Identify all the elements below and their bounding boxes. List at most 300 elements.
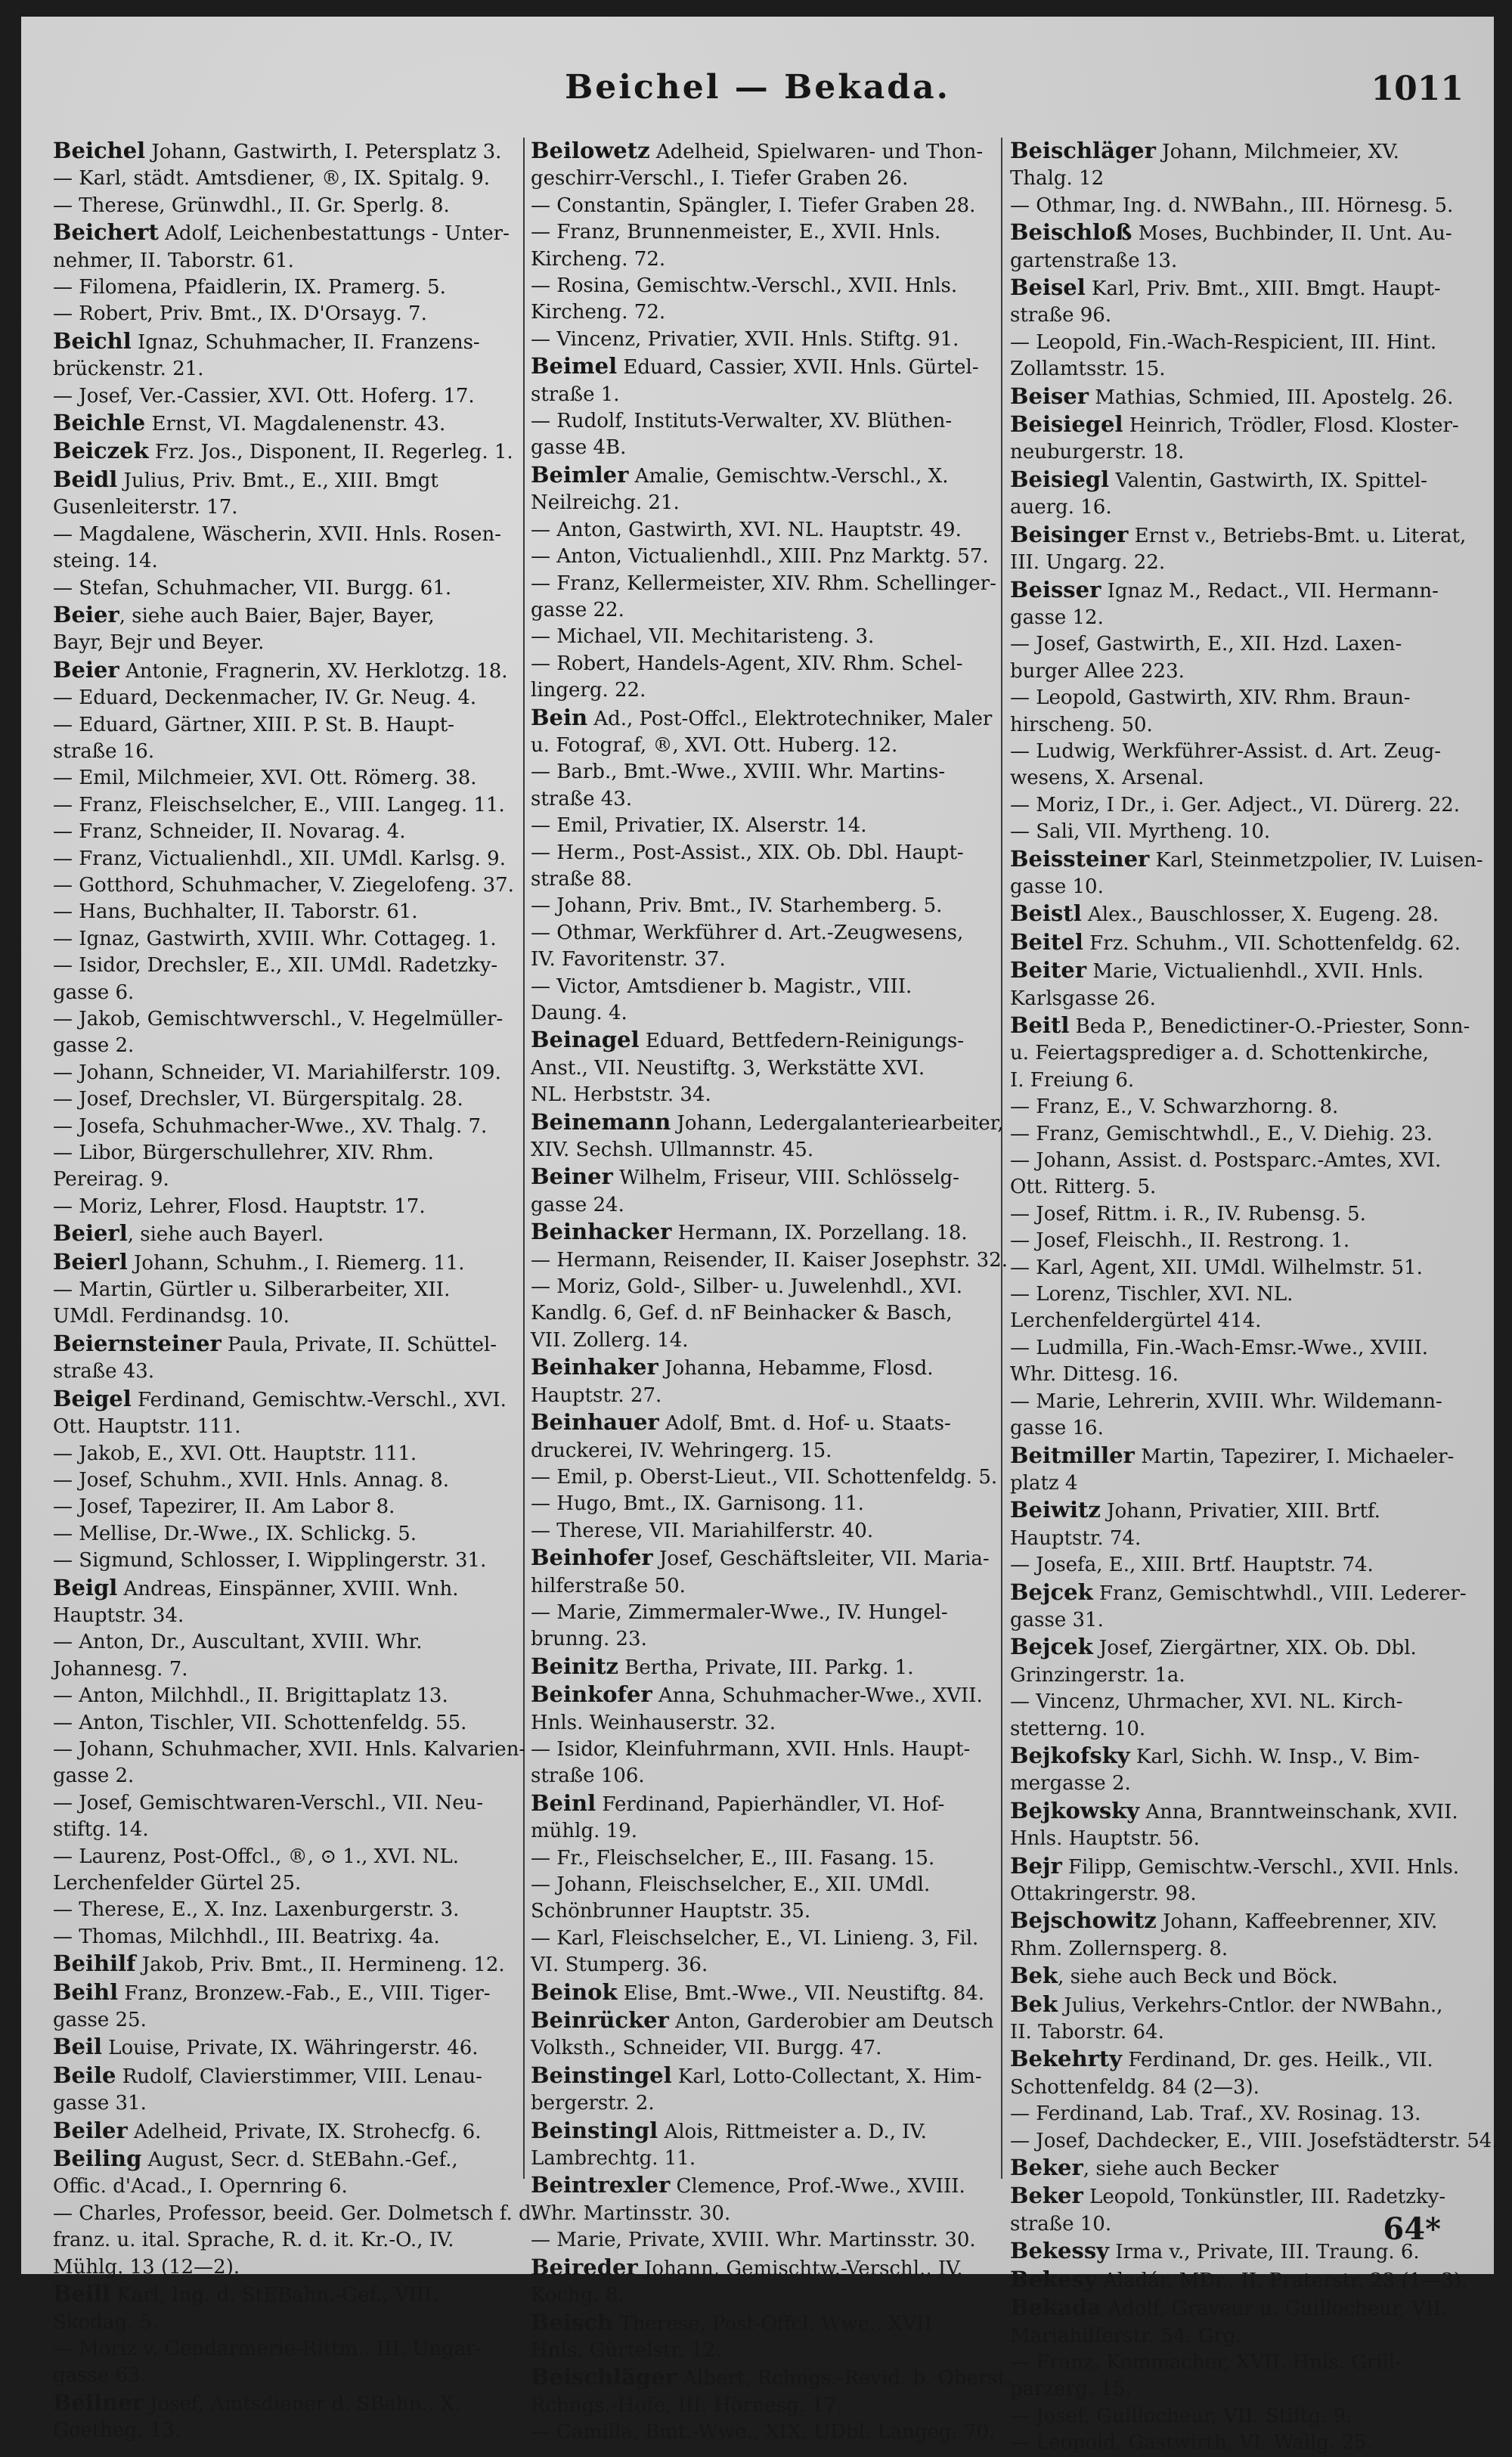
directory-entry-head: Beintrexler Clemence, Prof.-Wwe., XVIII. [531,2172,965,2198]
directory-entry-head: Beilowetz Adelheid, Spielwaren- und Thon- [531,138,984,163]
directory-entry-line: — Johann, Schneider, VI. Mariahilferstr. 109. [53,1061,501,1084]
directory-entry-line: — Leopold, Gastwirth, XIV. Rhm. Braun- [1010,686,1411,710]
directory-entry-line: — Sali, VII. Myrtheng. 10. [1010,820,1271,844]
entry-surname: Beisch [531,2309,614,2335]
directory-entry-head: Beinemann Johann, Ledergalanteriearbeiter, [531,1108,1004,1135]
directory-entry-line: lingerg. 22. [531,679,646,702]
directory-entry-line: — Hermann, Reisender, II. Kaiser Josephstr. 32. [531,1248,1008,1272]
directory-entry-line: II. Taborstr. 64. [1010,2021,1164,2044]
directory-entry-line: Hnls. Hauptstr. 56. [1010,1827,1200,1851]
directory-entry-line: — Ferdinand, Lab. Traf., XV. Rosinag. 13. [1010,2102,1421,2126]
entry-surname: Beischloß [1010,219,1132,246]
entry-surname: Beiczek [53,438,149,464]
directory-entry-line: Bayr, Bejr und Beyer. [53,631,265,655]
directory-entry-line: VII. Zollerg. 14. [531,1328,689,1352]
entry-surname: Beidl [53,466,118,492]
directory-entry-line: — Eduard, Deckenmacher, IV. Gr. Neug. 4. [53,686,477,710]
directory-entry-line: — Franz, Gemischtwhdl., E., V. Diehig. 23. [1010,1122,1433,1145]
entry-surname: Bejschowitz [1010,1907,1157,1934]
entry-surname: Beigl [53,1574,118,1600]
directory-page [21,17,1498,2455]
directory-entry-line: u. Feiertagsprediger a. d. Schottenkirche, [1010,1042,1429,1065]
directory-entry-line: — Johann, Priv. Bmt., IV. Starhemberg. 5. [531,894,943,918]
entry-surname: Beistl [1010,900,1082,927]
directory-entry-head: Bejr Filipp, Gemischtw.-Verschl., XVII. Hnls. [1010,1852,1460,1879]
directory-entry-line: — Gotthord, Schuhmacher, V. Ziegelofeng. 37. [53,873,514,897]
entry-surname: Beischläger [531,2364,677,2390]
entry-surname: Beimel [531,353,618,380]
directory-entry-line: — Mellise, Dr.-Wwe., IX. Schlickg. 5. [53,1522,417,1545]
directory-entry-line: auerg. 16. [1010,496,1112,519]
directory-entry-line: — Therese, E., X. Inz. Laxenburgerstr. 3. [53,1898,460,1922]
directory-entry-head: Beinhacker Hermann, IX. Porzellang. 18. [531,1219,968,1245]
directory-entry-line: — Libor, Bürgerschullehrer, XIV. Rhm. [53,1142,434,1165]
directory-entry-line: Mariahilferstr. 54. Grg. [1010,2324,1242,2347]
directory-entry-line: — Franz, Brunnenmeister, E., XVII. Hnls. [531,221,941,244]
directory-entry-line: NL. Herbststr. 34. [531,1083,711,1107]
entry-surname: Beisinger [1010,521,1129,547]
directory-entry-line: Whr. Martinsstr. 30. [531,2201,731,2225]
directory-entry-line: — Josef, Tapezirer, II. Am Labor 8. [53,1495,395,1519]
directory-entry-line: — Victor, Amtsdiener b. Magistr., VIII. [531,974,912,998]
directory-entry-line: — Therese, VII. Mariahilferstr. 40. [531,1519,874,1542]
directory-entry-line: Skodag. 5. [53,2310,159,2334]
directory-entry-head: Beisel Karl, Priv. Bmt., XIII. Bmgt. Haupt- [1010,274,1441,301]
directory-entry-head: Beichl Ignaz, Schuhmacher, II. Franzens- [53,327,480,354]
directory-entry-head: Bekada Adolf, Graveur u. Guillocheur, VII. [1010,2294,1448,2321]
directory-entry-head: Beitl Beda P., Benedictiner-O.-Priester, Sonn- [1010,1012,1470,1038]
directory-entry-line: — Jakob, E., XVI. Ott. Hauptstr. 111. [53,1442,417,1465]
directory-entry-head: Bekesy Aladár, MDr., II. Praterstr. 23 (1—3). [1010,2266,1468,2292]
directory-entry-line: — Josef, Fleischh., II. Restrong. 1. [1010,1229,1350,1253]
entry-surname: Beisiegl [1010,466,1110,492]
directory-entry-head: Beisiegel Heinrich, Trödler, Flosd. Kloster- [1010,411,1459,438]
entry-surname: Beichl [53,327,132,354]
directory-entry-head: Beierl Johann, Schuhm., I. Riemerg. 11. [53,1248,465,1275]
directory-entry-line: — Josef, Drechsler, VI. Bürgerspitalg. 28. [53,1088,463,1111]
directory-entry-head: Beischläger Johann, Milchmeier, XV. [1010,138,1399,163]
directory-entry-line: — Emil, Milchmeier, XVI. Ott. Römerg. 38. [53,767,477,790]
directory-entry-head: Beischläger Albert, Rchngs.-Revid. b. Oberst. [531,2364,1012,2390]
directory-entry-line: — Filomena, Pfaidlerin, IX. Pramerg. 5. [53,276,446,299]
directory-entry-head: Beier, siehe auch Baier, Bajer, Bayer, [53,601,435,627]
directory-entry-line: straße 96. [1010,304,1112,327]
directory-entry-line: gasse 2. [53,1034,135,1058]
page-number: 1011 [1371,70,1464,108]
column-1 [53,138,538,2445]
directory-entry-head: Beisiegl Valentin, Gastwirth, IX. Spittel- [1010,466,1427,492]
directory-entry-head: Bejschowitz Johann, Kaffeebrenner, XIV. [1010,1907,1438,1934]
directory-entry-line: franz. u. ital. Sprache, R. d. it. Kr.-O., IV. [53,2229,454,2252]
entry-surname: Beilner [53,2389,144,2415]
directory-entry-line: brunng. 23. [531,1628,647,1651]
directory-entry-line: druckerei, IV. Wehringerg. 15. [531,1439,832,1462]
entry-surname: Beinok [531,1978,618,2005]
directory-entry-line: — Jakob, Gemischtwverschl., V. Hegelmüller- [53,1008,503,1030]
directory-entry-line: — Barb., Bmt.-Wwe., XVIII. Whr. Martins- [531,761,946,784]
directory-entry-line: — Johann, Schuhmacher, XVII. Hnls. Kalvarien- [53,1737,526,1761]
directory-entry-line: Volksth., Schneider, VII. Burgg. 47. [531,2037,882,2060]
directory-entry-line: — Johann, Fleischselcher, E., XII. UMdl. [531,1873,931,1896]
directory-entry-head: Beinstingel Karl, Lotto-Collectant, X. Him- [531,2062,982,2088]
entry-surname: Beitel [1010,928,1083,955]
directory-entry-head: Bein Ad., Post-Offcl., Elektrotechniker, Maler [531,704,993,730]
directory-entry-line: — Vincenz, Uhrmacher, XVI. NL. Kirch- [1010,1690,1403,1714]
directory-entry-line: bergerstr. 2. [531,2092,655,2115]
directory-entry-line: mühlg. 19. [531,1820,637,1843]
entry-surname: Beireder [531,2254,638,2280]
entry-surname: Bekesy [1010,2266,1097,2292]
directory-entry-line: — Robert, Handels-Agent, XIV. Rhm. Schel- [531,652,963,675]
directory-entry-line: IV. Favoritenstr. 37. [531,948,726,971]
directory-entry-line: — Robert, Priv. Bmt., IX. D'Orsayg. 7. [53,302,427,326]
entry-surname: Beil [53,2034,102,2060]
directory-entry-line: neuburgerstr. 18. [1010,441,1185,464]
directory-entry-line: — Marie, Lehrerin, XVIII. Whr. Wildemann- [1010,1390,1442,1413]
directory-entry-line: — Karl, städt. Amtsdiener, ®, IX. Spitalg. 9. [53,167,491,191]
directory-entry-line: — Vincenz, Privatier, XVII. Hnls. Stiftg. 91. [531,327,959,351]
directory-entry-line: UMdl. Ferdinandsg. 10. [53,1305,290,1328]
directory-entry-line: — Herm., Post-Assist., XIX. Ob. Dbl. Haupt- [531,841,964,864]
directory-entry-line: — Hans, Buchhalter, II. Taborstr. 61. [53,900,418,924]
directory-entry-line: Rchngs.-Hofe, III. Hörnesg. 17. [531,2393,843,2417]
directory-entry-line: geschirr-Verschl., I. Tiefer Graben 26. [531,167,909,191]
directory-entry-head: Bekessy Irma v., Private, III. Traung. 6. [1010,2238,1420,2264]
directory-entry-line: Johannesg. 7. [53,1657,188,1681]
directory-entry-line: — Anton, Tischler, VII. Schottenfeldg. 55. [53,1711,467,1734]
directory-entry-line: — Othmar, Werkführer d. Art.-Zeugwesens, [531,921,964,944]
directory-entry-line: parzerg. 15. [1010,2378,1132,2401]
directory-entry-line: gartenstraße 13. [1010,249,1178,272]
directory-entry-head: Beiner Wilhelm, Friseur, VIII. Schlösselg- [531,1163,959,1190]
entry-surname: Beill [53,2281,111,2307]
entry-surname: Bejcek [1010,1579,1093,1605]
entry-surname: Beihilf [53,1950,136,1977]
directory-entry-head: Beidl Julius, Priv. Bmt., E., XIII. Bmgt [53,466,438,492]
directory-entry-line: VI. Stumperg. 36. [531,1954,708,1977]
column-rule [523,138,525,2179]
directory-entry-head: Beinhauer Adolf, Bmt. d. Hof- u. Staats- [531,1409,951,1436]
entry-surname: Beinstingel [531,2062,672,2088]
entry-surname: Beischläger [1010,138,1156,163]
directory-entry-line: — Josef, Rittm. i. R., IV. Rubensg. 5. [1010,1202,1366,1225]
directory-entry-line: Daung. 4. [531,1002,627,1024]
directory-entry-line: — Franz, Schneider, II. Novarag. 4. [53,820,406,844]
entry-surname: Beinhauer [531,1409,659,1436]
directory-entry-line: — Michael, VII. Mechitaristeng. 3. [531,625,875,649]
directory-entry-line: — Ludmilla, Fin.-Wach-Emsr.-Wwe., XVIII. [1010,1336,1429,1359]
directory-entry-line: gasse 24. [531,1193,624,1216]
directory-entry-line: Kircheng. 72. [531,247,666,271]
directory-entry-line: — Ludwig, Werkführer-Assist. d. Art. Zeug- [1010,739,1442,763]
entry-surname: Beinl [531,1789,596,1816]
directory-entry-line: platz 4 [1010,1471,1078,1495]
directory-entry-line: gasse 22. [531,598,624,621]
entry-surname: Beinhofer [531,1545,653,1571]
entry-surname: Beisel [1010,274,1086,301]
directory-entry-line: — Rosina, Gemischtw.-Verschl., XVII. Hnls. [531,274,958,298]
directory-entry-head: Beisser Ignaz M., Redact., VII. Hermann- [1010,576,1439,603]
directory-entry-head: Beil Louise, Private, IX. Währingerstr. 46. [53,2034,479,2060]
directory-entry-line: hilferstraße 50. [531,1574,686,1597]
directory-entry-line: — Laurenz, Post-Offcl., ®, ⊙ 1., XVI. NL. [53,1845,459,1868]
directory-entry-head: Beireder Johann, Gemischtw.-Verschl., IV. [531,2254,963,2280]
directory-entry-line: — Josef, Gastwirth, E., XII. Hzd. Laxen- [1010,633,1402,656]
directory-entry-line: brückenstr. 21. [53,358,204,381]
directory-entry-line: — Josef, Schuhm., XVII. Hnls. Annag. 8. [53,1468,450,1492]
directory-entry-line: — Hugo, Bmt., IX. Garnisong. 11. [531,1492,864,1516]
directory-entry-line: straße 106. [531,1765,645,1788]
directory-entry-head: Beile Rudolf, Clavierstimmer, VIII. Lenau- [53,2062,482,2088]
directory-entry-head: Beigel Ferdinand, Gemischtw.-Verschl., XVI. [53,1385,507,1411]
entry-surname: Bekessy [1010,2238,1110,2264]
directory-entry-head: Beiernsteiner Paula, Private, II. Schüttel- [53,1330,497,1356]
entry-surname: Bejcek [1010,1634,1093,1660]
directory-entry-line: gasse 10. [1010,875,1104,898]
directory-entry-head: Bejcek Josef, Ziergärtner, XIX. Ob. Dbl. [1010,1634,1417,1660]
directory-entry-head: Beier Antonie, Fragnerin, XV. Herklotzg. 18. [53,656,508,683]
directory-entry-head: Beiwitz Johann, Privatier, XIII. Brtf. [1010,1497,1380,1523]
column-2 [531,138,1012,2446]
entry-surname: Bein [531,704,588,730]
entry-surname: Beinrücker [531,2007,669,2034]
directory-entry-line: — Franz, Kellermeister, XIV. Rhm. Schellinger- [531,572,996,595]
directory-entry-head: Beimler Amalie, Gemischtw.-Verschl., X. [531,461,949,488]
directory-entry-head: Beiler Adelheid, Private, IX. Strohecfg. 6. [53,2117,482,2143]
directory-entry-line: Hnls. Weinhauserstr. 32. [531,1711,776,1734]
directory-entry-line: — Anton, Victualienhdl., XIII. Pnz Marktg. 57. [531,545,989,569]
entry-surname: Beiner [531,1163,613,1190]
directory-entry-line: XIV. Sechsh. Ullmannstr. 45. [531,1139,814,1162]
entry-surname: Beinhacker [531,1219,672,1245]
directory-entry-line: — Therese, Grünwdhl., II. Gr. Sperlg. 8. [53,194,450,217]
entry-surname: Beinagel [531,1027,640,1053]
directory-entry-line: Kochg. 8. [531,2284,624,2307]
directory-entry-head: Beinagel Eduard, Bettfedern-Reinigungs- [531,1027,964,1053]
entry-surname: Beinkofer [531,1681,652,1708]
directory-entry-line: gasse 31. [53,2092,147,2115]
entry-surname: Bekehrty [1010,2046,1123,2072]
directory-entry-head: Beisinger Ernst v., Betriebs-Bmt. u. Literat, [1010,521,1467,547]
entry-surname: Beile [53,2062,116,2088]
directory-entry-line: — Constantin, Spängler, I. Tiefer Graben 28. [531,194,976,217]
sheet-signature: 64* [1383,2211,1441,2247]
directory-entry-line: Grinzingerstr. 1a. [1010,1663,1185,1687]
directory-entry-head: Beker, siehe auch Becker [1010,2155,1279,2181]
entry-surname: Bek [1010,1991,1058,2017]
entry-surname: Beiling [53,2146,142,2172]
directory-entry-head: Beissteiner Karl, Steinmetzpolier, IV. Luisen- [1010,845,1483,872]
entry-surname: Beisiegel [1010,411,1123,438]
directory-entry-head: Beill Karl, Ing. d. StEBahn.-Gef., VIII. [53,2281,438,2307]
entry-surname: Beitmiller [1010,1442,1135,1468]
entry-surname: Bekada [1010,2294,1101,2321]
directory-entry-line: Kircheng. 72. [531,301,666,324]
directory-entry-line: — Isidor, Kleinfuhrmann, XVII. Hnls. Haupt- [531,1737,971,1761]
directory-entry-line: gasse 12. [1010,606,1104,629]
directory-entry-head: Beitel Frz. Schuhm., VII. Schottenfeldg. 62. [1010,928,1461,955]
directory-entry-line: I. Freiung 6. [1010,1068,1135,1092]
directory-entry-line: — Franz, Kommacher, XVII. Hnls. Grill- [1010,2350,1402,2374]
directory-entry-head: Beinhofer Josef, Geschäftsleiter, VII. Maria- [531,1545,990,1571]
directory-entry-head: Beinl Ferdinand, Papierhändler, VI. Hof- [531,1789,945,1816]
directory-entry-head: Bejkowsky Anna, Branntweinschank, XVII. [1010,1797,1458,1823]
directory-entry-line: u. Fotograf, ®, XVI. Ott. Huberg. 12. [531,733,898,757]
directory-entry-line: — Franz, E., V. Schwarzhorng. 8. [1010,1095,1339,1119]
directory-entry-line: gasse 63. [53,2364,147,2387]
directory-entry-line: — Franz, Victualienhdl., XII. UMdl. Karlsg. 9. [53,847,506,870]
entry-surname: Beker [1010,2183,1083,2209]
directory-entry-line: Lambrechtg. 11. [531,2147,696,2170]
directory-entry-line: — Anton, Milchhdl., II. Brigittaplatz 13. [53,1684,448,1708]
entry-surname: Beiser [1010,383,1089,409]
directory-entry-line: — Charles, Professor, beeid. Ger. Dolmetsch f. d. [53,2201,538,2225]
directory-entry-head: Beichert Adolf, Leichenbestattungs - Unter- [53,219,510,246]
directory-entry-line: — Emil, p. Oberst-Lieut., VII. Schottenfeldg. 5. [531,1465,998,1489]
directory-entry-line: — Magdalene, Wäscherin, XVII. Hnls. Rosen- [53,522,502,546]
directory-entry-line: — Camilla, Bmt.-Wwe., XIX. UDbl. Langeg. 70. [531,2421,996,2444]
directory-entry-head: Beichle Ernst, VI. Magdalenenstr. 43. [53,410,446,436]
directory-entry-head: Beilner Josef, Amtsdiener d. SBahn., X. [53,2389,461,2415]
directory-entry-line: Gusenleiterstr. 17. [53,496,238,519]
directory-entry-line: straße 16. [53,739,155,763]
entry-surname: Beiwitz [1010,1497,1101,1523]
directory-entry-line: — Anton, Gastwirth, XVI. NL. Hauptstr. 49. [531,518,962,541]
directory-entry-line: Lerchenfeldergürtel 414. [1010,1309,1262,1333]
directory-entry-line: — Leopold, Gastwirth, VI. Wallg. 25. [1010,2431,1373,2455]
directory-entry-line: — Eduard, Gärtner, XIII. P. St. B. Haupt- [53,713,454,736]
entry-surname: Beierl [53,1220,128,1247]
directory-entry-line: Schönbrunner Hauptstr. 35. [531,1900,811,1923]
directory-entry-line: — Josefa, Schuhmacher-Wwe., XV. Thalg. 7. [53,1114,488,1138]
directory-entry-line: III. Ungarg. 22. [1010,551,1166,575]
directory-entry-line: Thalg. 12 [1010,167,1105,191]
directory-entry-line: — Franz, Fleischselcher, E., VIII. Langeg. 11. [53,793,505,816]
directory-entry-head: Beiczek Frz. Jos., Disponent, II. Regerleg. 1. [53,438,513,464]
directory-entry-line: stiftg. 14. [53,1818,149,1842]
directory-entry-line: Zollamtsstr. 15. [1010,358,1166,381]
directory-entry-head: Beischloß Moses, Buchbinder, II. Unt. Au- [1010,219,1452,246]
directory-entry-line: Anst., VII. Neustiftg. 3, Werkstätte XVI. [531,1056,925,1080]
entry-surname: Beihl [53,1978,119,2005]
directory-entry-line: gasse 31. [1010,1608,1104,1631]
directory-entry-line: gasse 25. [53,2009,147,2032]
directory-entry-line: — Marie, Private, XVIII. Whr. Martinsstr. 30. [531,2229,976,2252]
directory-entry-head: Beker Leopold, Tonkünstler, III. Radetzky- [1010,2183,1446,2209]
entry-surname: Beilowetz [531,138,650,163]
directory-entry-line: straße 88. [531,867,633,891]
directory-entry-head: Beinitz Bertha, Private, III. Parkg. 1. [531,1653,914,1679]
directory-entry-head: Beigl Andreas, Einspänner, XVIII. Wnh. [53,1574,459,1600]
directory-entry-head: Beierl, siehe auch Bayerl. [53,1220,324,1247]
directory-entry-line: Ott. Hauptstr. 111. [53,1415,241,1439]
entry-surname: Beisser [1010,576,1101,603]
entry-surname: Beier [53,656,119,683]
entry-surname: Beinemann [531,1108,671,1135]
directory-entry-line: Hnls. Gürtelstr. 12. [531,2338,722,2362]
directory-entry-line: nehmer, II. Taborstr. 61. [53,249,294,272]
directory-entry-line: stetterng. 10. [1010,1717,1146,1740]
directory-entry-head: Bekehrty Ferdinand, Dr. ges. Heilk., VII. [1010,2046,1433,2072]
directory-entry-line: — Stefan, Schuhmacher, VII. Burgg. 61. [53,576,452,600]
entry-surname: Beitl [1010,1012,1070,1038]
directory-entry-line: — Moriz, I Dr., i. Ger. Adject., VI. Dürerg. 22. [1010,793,1460,816]
directory-entry-line: — Lorenz, Tischler, XVI. NL. [1010,1283,1294,1306]
directory-entry-line: — Emil, Privatier, IX. Alserstr. 14. [531,814,867,838]
directory-entry-line: burger Allee 223. [1010,659,1185,683]
entry-surname: Beichle [53,410,146,436]
entry-surname: Bek [1010,1963,1058,1989]
directory-entry-line: — Leopold, Fin.-Wach-Respicient, III. Hint. [1010,330,1437,354]
entry-surname: Beinstingl [531,2117,658,2143]
entry-surname: Beier [53,601,119,627]
entry-surname: Beintrexler [531,2172,671,2198]
directory-entry-line: — Josef, Guillocheur, VII. Stiftg. 9. [1010,2404,1352,2428]
directory-entry-line: — Marie, Zimmermaler-Wwe., IV. Hungel- [531,1600,948,1624]
directory-entry-line: — Josef, Gemischtwaren-Verschl., VII. Neu- [53,1791,484,1814]
directory-entry-line: straße 10. [1010,2212,1112,2235]
directory-entry-line: — Othmar, Ing. d. NWBahn., III. Hörnesg. 5. [1010,194,1454,217]
directory-entry-line: — Johann, Assist. d. Postsparc.-Amtes, XVI. [1010,1149,1442,1173]
directory-entry-line: — Karl, Fleischselcher, E., VI. Linieng. 3, Fil. [531,1926,979,1950]
directory-entry-line: gasse 4B. [531,436,627,460]
directory-entry-line: wesens, X. Arsenal. [1010,767,1204,790]
entry-surname: Beichel [53,138,146,163]
directory-entry-line: hirscheng. 50. [1010,713,1153,736]
directory-entry-head: Beiling August, Secr. d. StEBahn.-Gef., [53,2146,458,2172]
entry-surname: Beiter [1010,957,1087,984]
directory-entry-head: Beihilf Jakob, Priv. Bmt., II. Hermineng. 12. [53,1950,505,1977]
column-rule [1001,138,1002,2179]
directory-entry-line: — Rudolf, Instituts-Verwalter, XV. Blüthen- [531,410,953,433]
entry-surname: Beimler [531,461,629,488]
directory-entry-line: — Karl, Agent, XII. UMdl. Wilhelmstr. 51. [1010,1256,1423,1279]
entry-surname: Beinitz [531,1653,618,1679]
directory-entry-line: — Martin, Gürtler u. Silberarbeiter, XII. [53,1278,451,1302]
entry-surname: Beigel [53,1385,132,1411]
directory-entry-line: — Fr., Fleischselcher, E., III. Fasang. 15. [531,1846,935,1870]
entry-surname: Beierl [53,1248,128,1275]
entry-surname: Bejr [1010,1852,1062,1879]
directory-entry-line: — Isidor, Drechsler, E., XII. UMdl. Radetzky- [53,954,498,978]
directory-entry-line: Pereirag. 9. [53,1168,169,1191]
directory-entry-line: — Josef, Dachdecker, E., VIII. Josefstädterstr. 54. [1010,2129,1498,2152]
directory-entry-line: Hauptstr. 34. [53,1603,184,1627]
entry-surname: Beiler [53,2117,128,2143]
directory-entry-head: Beiter Marie, Victualienhdl., XVII. Hnls. [1010,957,1424,984]
directory-entry-line: Goetheg. 13. [53,2419,181,2443]
directory-entry-line: straße 1. [531,383,620,406]
entry-surname: Beissteiner [1010,845,1150,872]
directory-entry-line: mergasse 2. [1010,1772,1131,1796]
directory-entry-head: Beinrücker Anton, Garderobier am Deutsch [531,2007,994,2034]
directory-entry-line: Rhm. Zollernsperg. 8. [1010,1937,1228,1960]
directory-entry-head: Beitmiller Martin, Tapezirer, I. Michaeler- [1010,1442,1455,1468]
directory-entry-line: — Moriz, Lehrer, Flosd. Hauptstr. 17. [53,1194,426,1218]
entry-surname: Beiernsteiner [53,1330,222,1356]
directory-entry-head: Beichel Johann, Gastwirth, I. Petersplatz 3. [53,138,502,163]
directory-entry-line: — Ignaz, Gastwirth, XVIII. Whr. Cottageg. 1. [53,927,497,950]
entry-surname: Beker [1010,2155,1083,2181]
directory-entry-head: Beisch Therese, Post-Offcl. Wwe., XVII [531,2309,932,2335]
directory-entry-line: Whr. Dittesg. 16. [1010,1363,1179,1387]
directory-entry-line: gasse 2. [53,1765,135,1788]
directory-entry-line: straße 43. [531,787,633,810]
directory-entry-line: Kandlg. 6, Gef. d. nF Beinhacker & Basch, [531,1302,953,1325]
entry-surname: Beinhaker [531,1354,658,1380]
directory-entry-head: Beiser Mathias, Schmied, III. Apostelg. 26. [1010,383,1454,409]
directory-entry-head: Beinok Elise, Bmt.-Wwe., VII. Neustiftg. 84. [531,1978,985,2005]
